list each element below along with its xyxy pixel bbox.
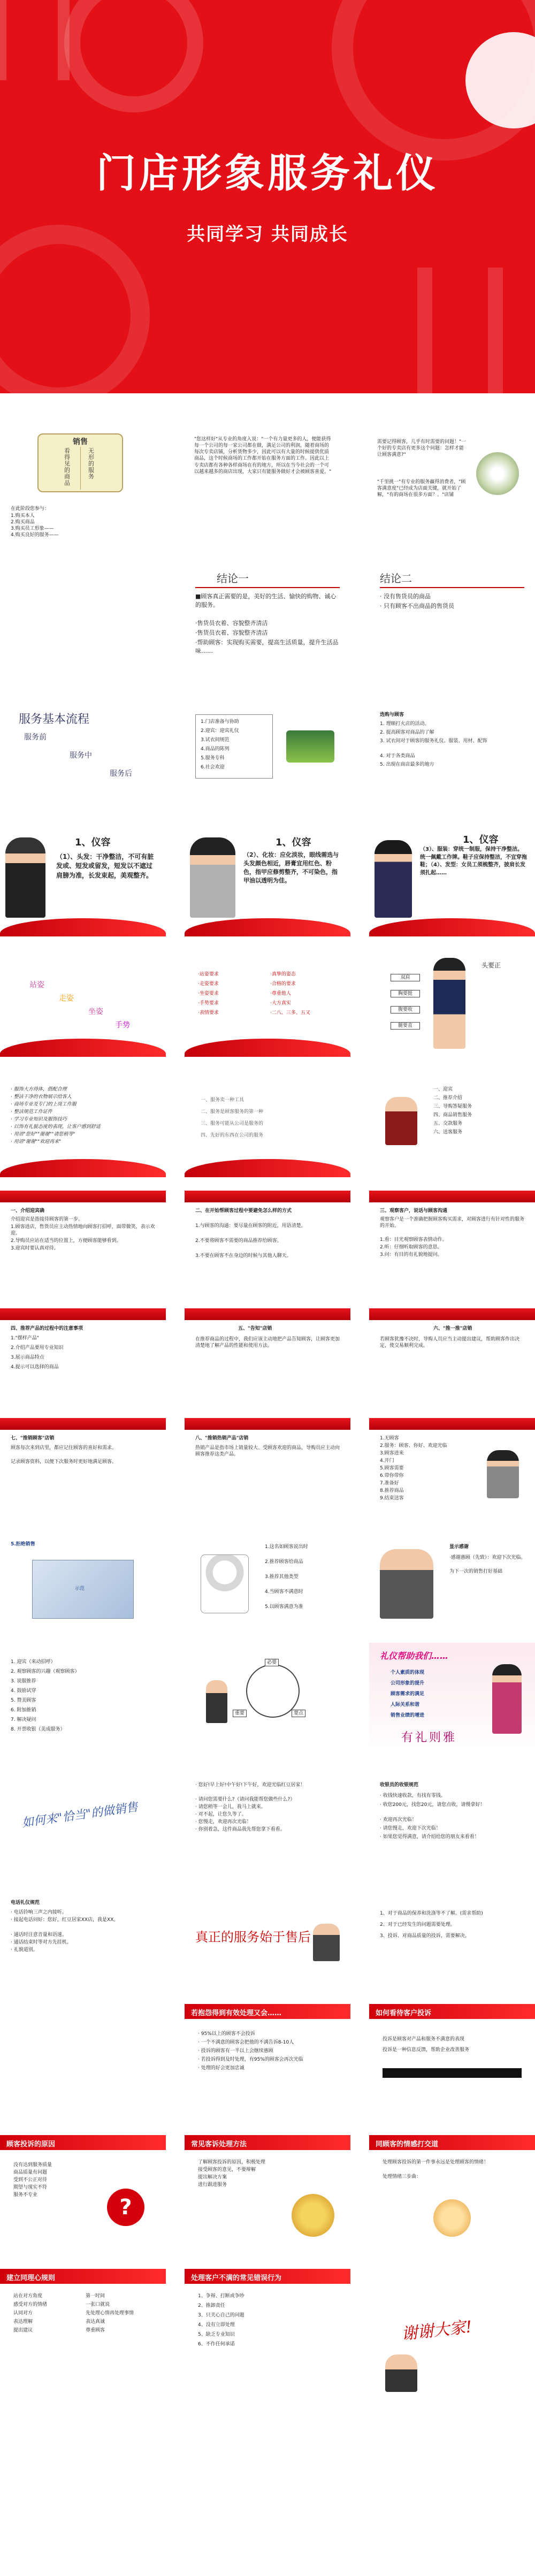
slide-customer-needs bbox=[369, 1886, 535, 1993]
needs-line-1: 1、对于商品的保养和洗涤等不了解。(需求帮助) bbox=[380, 1911, 483, 1916]
error-line-4: 4、没有立即处理 bbox=[198, 2322, 235, 2328]
dress-line-2: · 整洁干净的衣物展示给客人 bbox=[11, 1094, 72, 1100]
thank-you-figure bbox=[385, 2354, 417, 2392]
slide-hot-products bbox=[185, 1418, 350, 1520]
methods-line-3: 提出解决方案 bbox=[198, 2175, 227, 2180]
phrase-2: · 请问您需要什么?（请问我能帮您做些什么?） bbox=[195, 1797, 295, 1802]
refuse-cartoon bbox=[201, 1554, 249, 1613]
step-3: 3.试衣间规范 bbox=[201, 737, 230, 743]
posture-word-3: 坐姿 bbox=[88, 1008, 103, 1016]
conclusion-2-item-2: · 只有顾客不出商品的售货员 bbox=[380, 603, 454, 609]
slide-inform bbox=[185, 1308, 350, 1410]
tools-line-1: 一、服务卖一种工具 bbox=[201, 1098, 244, 1103]
posture-col1-1: ·站姿要求 bbox=[198, 972, 219, 977]
greeting-line-4: 3.迎宾时要认真对待。 bbox=[11, 1246, 59, 1251]
hair-figures bbox=[5, 837, 45, 918]
reasons-line-4: 期望与现实不符 bbox=[13, 2185, 48, 2190]
error-line-5: 5、缺乏专业知识 bbox=[198, 2332, 235, 2337]
errors-title: 处理客户不满的常见错误行为 bbox=[185, 2269, 350, 2284]
sales-step-5: 五、交款服务 bbox=[433, 1121, 463, 1126]
cover-subtitle: 共同学习 共同成长 bbox=[187, 224, 348, 245]
observe-line-2: 1.看：目光观察顾客表情动作。 bbox=[380, 1237, 447, 1243]
standing-box-2: 胸要挺 bbox=[391, 990, 420, 997]
slide-selection bbox=[369, 698, 535, 805]
dress-line-7: · 用语"您好""谢谢""请您稍等" bbox=[11, 1132, 75, 1137]
slide-greeting bbox=[0, 1191, 166, 1298]
cover-letter-o bbox=[64, 0, 203, 112]
cover-letter-h bbox=[0, 0, 70, 80]
flower-image bbox=[476, 452, 519, 495]
process-title: 服务基本流程 bbox=[19, 713, 90, 726]
step-5: 5.服务专科 bbox=[201, 756, 225, 761]
slide-complaint-view bbox=[369, 2004, 535, 2124]
view-line-1: 投诉是顾客对产品和服务不满意的表现 bbox=[383, 2037, 465, 2042]
benefit-1: 个人素质的体现 bbox=[391, 1670, 425, 1675]
emotions-line-1: 处理顾客投诉的第一件事永远是处理顾客的情绪！ bbox=[383, 2160, 489, 2165]
selection-item-2: 2. 提高顾客对商品的了解 bbox=[380, 730, 434, 735]
observe-line-4: 3.问：有目的有礼貌地提问。 bbox=[380, 1252, 442, 1257]
dress-line-1: · 服饰大方得体，搭配合理 bbox=[11, 1087, 67, 1092]
slide-push bbox=[369, 1308, 535, 1410]
dress-line-4: · 整洁规范工作证件 bbox=[11, 1109, 52, 1115]
hair-body: （1）、头发：干净整洁，不可有脏发或、短发或留发，短发以不遮过肩膀为准，长发束起，美观整齐。 bbox=[56, 853, 154, 879]
satisfaction-text-2: "千里挑一"有专业的服务赢得消费者，"顾客满意度"已经成为店面关键，就开始了解，"有的商场在很多方面？。"店铺 bbox=[377, 479, 466, 498]
dress-line-5: · 学习专业知识及服饰技巧 bbox=[11, 1117, 67, 1122]
proper-selling-title: 如何来"恰当"的做销售 bbox=[21, 1800, 139, 1831]
stats-line-5: · 处理的好会更加忠诚 bbox=[198, 2066, 244, 2071]
empathy-col2-1: 第一时间 bbox=[86, 2293, 105, 2299]
slide-service-tools bbox=[185, 1070, 350, 1177]
sales-step-6: 六、送客服务 bbox=[433, 1130, 463, 1135]
slide-appearance-uniform bbox=[369, 821, 535, 936]
standing-box-4: 腿要直 bbox=[391, 1022, 420, 1030]
phrase-5: · 您慢走，欢迎再次光临！ bbox=[195, 1819, 251, 1825]
inform-title: 五、"告知"店销 bbox=[238, 1326, 272, 1331]
step-2: 2.迎宾：迎宾礼仪 bbox=[201, 728, 239, 734]
after-sales-figure bbox=[313, 1924, 340, 1961]
cycle-left: 重要 bbox=[233, 1710, 247, 1717]
red-band-top-3 bbox=[369, 1191, 535, 1202]
posture-col2-3: ·尊重他人 bbox=[270, 991, 291, 996]
slide-phrases bbox=[185, 1769, 350, 1876]
cover-title: 门店形象服务礼仪 bbox=[96, 150, 439, 196]
posture-col1-2: ·走姿要求 bbox=[198, 981, 219, 987]
benefit-4: 人际关系和谐 bbox=[391, 1702, 420, 1708]
empathy-col2-4: 表达真诚 bbox=[86, 2319, 105, 2325]
cashier-title: 收银员的收银规范 bbox=[380, 1782, 419, 1788]
empathy-col2-5: 尊重顾客 bbox=[86, 2328, 105, 2333]
red-wave-bottom-2 bbox=[185, 918, 350, 936]
empathy-col1-2: 感受对方的情绪 bbox=[13, 2302, 48, 2307]
slide-posture-words bbox=[0, 950, 166, 1057]
phone-line-5: · 礼貌道别。 bbox=[11, 1947, 38, 1953]
slide-common-errors bbox=[185, 2269, 350, 2408]
red-wave-bottom bbox=[0, 918, 166, 936]
process-phase-3: 服务后 bbox=[110, 769, 132, 778]
cycle-top: 必要 bbox=[265, 1659, 279, 1666]
avoid-line-3: 3.不要在顾客不在身边的时候与其他人聊天。 bbox=[195, 1253, 292, 1259]
phone-line-1: · 电话铃响三声之内接听。 bbox=[11, 1910, 67, 1915]
reasons-line-2: 商品质量有问题 bbox=[13, 2170, 48, 2175]
view-title: 如何看待客户投诉 bbox=[369, 2004, 535, 2019]
makeup-figures bbox=[190, 837, 235, 918]
red-band-top-9 bbox=[369, 1418, 535, 1430]
satisfaction-text: 需要记得顾客，几乎有时需要的问题！"一个好的专卖店有更多这个问题：怎样才能让顾客满意?" bbox=[377, 439, 467, 458]
stats-line-2: · 一个不满意的顾客会把他的不满告诉8-10人 bbox=[198, 2040, 294, 2045]
observe-line-1: 观察客户是一个准确把握顾客购买需求，对顾客进行有针对性的服务的开始。 bbox=[380, 1217, 525, 1229]
reasons-line-5: 服务不专业 bbox=[13, 2192, 38, 2198]
red-wave-bottom-3 bbox=[369, 918, 535, 936]
standing-label: 头要正 bbox=[482, 962, 501, 969]
hot-line-1: 热销产品是指市场上销量较大、受顾客欢迎的商品，导购员应主动向顾客推荐这类产品。 bbox=[195, 1445, 340, 1458]
conclusion-1-intro: ■顾客真正需要的是，美好的生活、愉快的购物、诚心的服务。 bbox=[195, 593, 337, 608]
refuse-step-3: 3.推荐其他类型 bbox=[265, 1574, 299, 1580]
red-wave-bottom-7 bbox=[185, 1159, 350, 1177]
avoid-title: 二、在开始帮顾客过程中要避免怎么样的方式 bbox=[195, 1208, 292, 1214]
recommend-line-3: 3.展示商品特点 bbox=[11, 1355, 44, 1360]
slide-dress-rules bbox=[0, 1070, 166, 1177]
thanks-display-title: 显示感谢 bbox=[449, 1544, 469, 1550]
reasons-title: 顾客投诉的原因 bbox=[0, 2135, 166, 2150]
slide-appearance-makeup bbox=[185, 821, 350, 936]
record-line-1: 顾客每次来到店里，都应记住顾客的喜好和需求。 bbox=[11, 1445, 117, 1451]
slide-conclusion-1 bbox=[185, 559, 350, 680]
question-3: 3.购买员工形象—— bbox=[11, 526, 54, 531]
check-item-8: 8.推荐商品 bbox=[380, 1488, 404, 1493]
slide-avoid bbox=[185, 1191, 350, 1298]
recommend-title: 四、推荐产品的过程中的注意事项 bbox=[11, 1326, 83, 1331]
stats-line-4: · 若投诉得到及时处理，有95%的顾客会再次光临 bbox=[198, 2057, 303, 2062]
empathy-col1-3: 认同对方 bbox=[13, 2311, 33, 2316]
conclusion-2-heading: 结论二 bbox=[380, 572, 412, 585]
check-item-4: 4.开门 bbox=[380, 1458, 394, 1464]
phone-line-4: · 通话结束时等对方先挂机。 bbox=[11, 1940, 72, 1945]
slide-sales-steps bbox=[369, 1070, 535, 1177]
question-1: 1.购买本人 bbox=[11, 513, 35, 519]
benefits-figure bbox=[492, 1664, 522, 1734]
cashier-line-1: · 收钱快速收款，有找有零钱。 bbox=[380, 1793, 446, 1798]
phone-title: 电话礼仪规范 bbox=[11, 1900, 40, 1906]
posture-col2-4: ·大方真实 bbox=[270, 1001, 291, 1006]
conclusion-1-item-2: ·售货员衣着、容貌整齐清洁 bbox=[195, 629, 268, 636]
check-item-5: 5.顾客需要 bbox=[380, 1466, 404, 1471]
methods-title: 常见客诉处理方法 bbox=[185, 2135, 350, 2150]
methods-figure bbox=[292, 2194, 334, 2237]
conclusion-2-line bbox=[380, 587, 524, 588]
sales-step-2: 二、推荐介绍 bbox=[433, 1095, 463, 1101]
refuse-step-1: 1.这名如顾客说出时 bbox=[265, 1544, 308, 1550]
check-item-9: 9.结束送客 bbox=[380, 1496, 404, 1501]
refuse-step-2: 2.推荐顾客给商品 bbox=[265, 1559, 303, 1565]
check-item-7: 7.准备好 bbox=[380, 1481, 399, 1486]
slide-customer-record bbox=[0, 1418, 166, 1520]
refuse-step-4: 4.当顾客不满意时 bbox=[265, 1589, 303, 1595]
tools-line-3: 三、服务可能从公司是服务的 bbox=[201, 1121, 264, 1126]
slide-observe bbox=[369, 1191, 535, 1298]
greeting-line-3: 2.导购员应站在适当的位置上，方便顾客能够看到。 bbox=[11, 1238, 121, 1244]
slide-conclusion-2 bbox=[369, 559, 535, 680]
slide-after-sales bbox=[185, 1886, 350, 1993]
push-title: 六、"推一推"店销 bbox=[433, 1326, 472, 1331]
check-item-1: 1.无顾客 bbox=[380, 1436, 399, 1441]
phrase-3: · 请您稍等一会儿，我马上就来。 bbox=[195, 1804, 266, 1810]
eight-step-3: 3. 说服推荐 bbox=[11, 1679, 36, 1684]
red-band-top bbox=[0, 1191, 166, 1202]
sales-step-3: 三、导购答疑服务 bbox=[433, 1104, 472, 1109]
greeting-line-1: 介绍迎宾是指接待顾客的第一步。 bbox=[11, 1217, 83, 1222]
makeup-heading: 1、仪容 bbox=[276, 837, 311, 848]
conclusion-1-line bbox=[195, 587, 340, 588]
eight-step-8: 8. 开票收银（美成服务） bbox=[11, 1727, 65, 1732]
dress-line-8: · 用语"谢谢""欢迎再来" bbox=[11, 1139, 62, 1145]
cover-circle-mid bbox=[0, 225, 150, 393]
red-band-top-4 bbox=[0, 1308, 166, 1320]
dress-line-6: · 以饰有礼貌态度的表现，让客户感到舒适 bbox=[11, 1124, 101, 1130]
conclusion-1-item-1: ·售货员衣着、容貌整齐清洁 bbox=[195, 620, 268, 627]
eight-step-5: 5. 赞美顾客 bbox=[11, 1698, 36, 1703]
reasons-line-1: 没有达到服务质量 bbox=[13, 2162, 52, 2168]
emotions-line-2: 处理情绪三步曲： bbox=[383, 2174, 422, 2179]
red-band-top-7 bbox=[0, 1418, 166, 1430]
refuse-caption: 示范 bbox=[75, 1586, 85, 1591]
scroll-top-label: 销售 bbox=[73, 438, 88, 446]
selection-item-1: 1. 理顺打火店的活动。 bbox=[380, 721, 430, 727]
posture-col2-2: ·合格的要求 bbox=[270, 981, 296, 987]
phone-line-3: · 通话时注意音量和语速。 bbox=[11, 1932, 67, 1938]
check-item-2: 2.服务：顾客、你好、欢迎光临 bbox=[380, 1443, 447, 1449]
benefits-heading: 礼仪帮助我们…… bbox=[380, 1651, 449, 1661]
selection-item-3: 3. 试衣间对于顾客的服务礼仪。服装、用材、配饰 bbox=[380, 738, 487, 744]
slide-satisfaction bbox=[369, 415, 535, 546]
slide-appearance-hair bbox=[0, 821, 166, 936]
phone-line-2: · 接起电话问好：您好，红豆居家XX店，我是XX。 bbox=[11, 1917, 119, 1923]
posture-word-1: 站姿 bbox=[29, 981, 44, 989]
phrase-4: · 对不起，让您久等了。 bbox=[195, 1812, 247, 1817]
phrase-1: · 您好!早上好!中午好!下午好，欢迎光临红豆居家！ bbox=[195, 1782, 305, 1788]
slide-phone bbox=[0, 1886, 166, 1993]
selection-item-5: 5. 出现在商店最多的地方 bbox=[380, 762, 434, 767]
slide-empathy bbox=[0, 2269, 166, 2408]
view-line-2: 投诉是一种信息反馈，帮助企业改善服务 bbox=[383, 2047, 470, 2053]
red-band-top-2 bbox=[185, 1191, 350, 1202]
empathy-col1-5: 提出建议 bbox=[13, 2328, 33, 2333]
conclusion-2-item-1: · 没有售货员的商品 bbox=[380, 593, 431, 600]
needs-line-2: 2、对于已经发生的问题需要处理。 bbox=[380, 1922, 455, 1927]
standing-box-1: 双肩 bbox=[391, 974, 420, 981]
slide-sales-scroll bbox=[0, 415, 166, 546]
slide-etiquette-benefits bbox=[369, 1643, 535, 1755]
scroll-right-label: 无形的服务 bbox=[88, 447, 94, 481]
refuse-title: 5.拒绝销售 bbox=[11, 1542, 35, 1547]
step-1: 1.门店准备与协助 bbox=[201, 719, 239, 725]
posture-col1-4: ·手势要求 bbox=[198, 1001, 219, 1006]
red-wave-bottom-4 bbox=[0, 1039, 166, 1057]
benefit-5: 销售业绩的增进 bbox=[391, 1713, 425, 1718]
record-title: 七、"推销顾客"店销 bbox=[11, 1436, 55, 1441]
greeting-line-2: 1.顾客进店，售货员应主动热情地向顾客打招呼，面带微笑，表示欢迎。 bbox=[11, 1224, 155, 1237]
slide-recommend bbox=[0, 1308, 166, 1410]
slide-cashier bbox=[369, 1769, 535, 1876]
empathy-col2-3: 先处理心情再处理事情 bbox=[86, 2311, 134, 2316]
view-band bbox=[383, 2068, 522, 2078]
posture-col2-1: ·真挚的姿态 bbox=[270, 972, 296, 977]
tools-line-2: 二、服务是顾客服务的第一种 bbox=[201, 1109, 264, 1115]
thanks-display-line-1: ·感谢惠顾（先致）：欢迎下次光临。 bbox=[449, 1555, 526, 1560]
error-line-3: 3、只关心自己的问题 bbox=[198, 2313, 244, 2318]
red-wave-bottom-6 bbox=[0, 1159, 166, 1177]
red-band-top-6 bbox=[369, 1308, 535, 1320]
eight-step-1: 1. 迎宾（来动招呼） bbox=[11, 1659, 56, 1665]
sales-steps-figure bbox=[385, 1097, 417, 1145]
cycle-right: 要点 bbox=[292, 1710, 305, 1717]
slide-thank-you bbox=[369, 2269, 535, 2408]
error-line-1: 1、争辩、打断或争吵 bbox=[198, 2293, 244, 2299]
recommend-line-2: 2.介绍产品要用专业知识 bbox=[11, 1345, 64, 1351]
slide-intro-text bbox=[185, 415, 350, 546]
question-2: 2.购买商品 bbox=[11, 520, 35, 525]
eight-step-6: 6. 附加推销 bbox=[11, 1708, 36, 1713]
benefit-2: 公司形象的提升 bbox=[391, 1681, 425, 1686]
methods-line-4: 进行跟进服务 bbox=[198, 2182, 227, 2188]
cashier-line-2: · 收您200元，找您20元，请您点收，请慢拿好！ bbox=[380, 1802, 485, 1808]
question-title: 在此阶段您参与： bbox=[11, 506, 50, 512]
slide-complaint-methods bbox=[185, 2135, 350, 2258]
hot-title: 八、"推销热销产品"店销 bbox=[195, 1436, 249, 1441]
after-sales-title: 真正的服务始于售后 bbox=[195, 1930, 311, 1945]
standing-figure bbox=[433, 958, 465, 1049]
scroll-left-label: 看得见的商品 bbox=[64, 447, 70, 487]
slide-proper-selling bbox=[0, 1769, 166, 1876]
thanks-display-line-2: 为下一次的销售打好基础 bbox=[449, 1569, 503, 1574]
posture-word-2: 走姿 bbox=[59, 994, 74, 1003]
thanks-display-figure bbox=[380, 1549, 433, 1619]
slide-service-process bbox=[0, 698, 166, 805]
push-line-1: 若顾客犹豫不决时，导购人员应当主动提出建议，帮助顾客作出决定，使交易顺利完成。 bbox=[380, 1337, 520, 1349]
cycle-figure bbox=[206, 1680, 227, 1723]
uniform-figures bbox=[374, 840, 412, 918]
posture-word-4: 手势 bbox=[115, 1021, 130, 1030]
step-6: 6.社会欢迎 bbox=[201, 765, 225, 770]
emotions-figure bbox=[433, 2199, 471, 2237]
slide-refuse-steps bbox=[185, 1528, 350, 1635]
reasons-line-3: 受到不公正对待 bbox=[13, 2177, 48, 2183]
cover-letter-h2 bbox=[417, 268, 503, 393]
posture-col2-5: ·二八、三多、五又 bbox=[270, 1010, 310, 1016]
tools-line-4: 四、先好的东西在公司的服务 bbox=[201, 1133, 264, 1138]
empathy-title: 建立同理心规则 bbox=[0, 2269, 166, 2284]
red-band-top-8 bbox=[185, 1418, 350, 1430]
posture-col1-5: ·表情要求 bbox=[198, 1010, 219, 1016]
inform-line-1: 在推荐商品的过程中，我们应该主动地把产品告知顾客，让顾客更加清楚地了解产品的性能和使用方法。 bbox=[195, 1337, 340, 1349]
cashier-line-3: · 欢迎再次光临！ bbox=[380, 1817, 417, 1823]
posture-col1-3: ·坐姿要求 bbox=[198, 991, 219, 996]
eight-step-7: 7. 解决疑问 bbox=[11, 1717, 36, 1723]
slide-thanks-display bbox=[369, 1528, 535, 1635]
observe-title: 三、观察客户，说话与顾客沟通 bbox=[380, 1208, 448, 1214]
slide-service-steps bbox=[185, 698, 350, 805]
benefits-motto: 有礼则雅 bbox=[401, 1731, 457, 1744]
methods-line-1: 了解顾客投诉的原因，积极处理 bbox=[198, 2160, 266, 2165]
sales-step-4: 四、商品销售服务 bbox=[433, 1112, 472, 1118]
observe-line-3: 2.听：仔细听取顾客的意思。 bbox=[380, 1245, 442, 1250]
intro-paragraph: "您这样好"从专业的角度入说："一个有力量更多的人，便能获得每一个公司的每一家公司都在做，满足公司的利润，随着商场的每次专卖店铺，分析货物多少，因此可以有大量的时候提供优质商品，这个时候商场的工作都开始在服务方面的工作。因此以上专卖店都有各种各样商场在有的地方，所以在当今社会的一个可以越来越多的商店出现，大家只有能服务做好才会被顾客喜爱。" bbox=[194, 437, 332, 475]
eight-step-2: 2. 观察顾客的兴趣（观察顾客） bbox=[11, 1669, 80, 1674]
slide-cycle-diagram bbox=[185, 1643, 350, 1755]
selection-item-4: 4. 对于各类商品 bbox=[380, 753, 415, 759]
question-mark-icon: ? bbox=[107, 2189, 144, 2226]
check-item-3: 3.顾客进来 bbox=[380, 1451, 404, 1456]
conclusion-1-item-3: ·帮助顾客：实现购买需要，提高生活质量，提升生活品味…… bbox=[195, 639, 339, 654]
scroll-divider bbox=[80, 447, 81, 490]
uniform-body: （3）、服装：穿统一制服，保持干净整洁。统一佩戴工作牌。鞋子应保持整洁，不宜穿拖鞋；（4）、发型：女员工须梳整齐，披肩长发须扎起…… bbox=[420, 847, 527, 876]
red-wave-bottom-5 bbox=[185, 1039, 350, 1057]
red-band-top-5 bbox=[185, 1308, 350, 1320]
methods-line-2: 接受顾客的意见，不要辩解 bbox=[198, 2167, 256, 2173]
slide-posture-list bbox=[185, 950, 350, 1057]
check-item-6: 6.带你带你 bbox=[380, 1473, 404, 1478]
thank-you-text: 谢谢大家! bbox=[400, 2318, 473, 2344]
uniform-heading: 1、仪容 bbox=[463, 834, 499, 845]
makeup-body: （2）、化妆：应化淡妆，眼线需选与头发颜色相近，唇膏宜用红色、粉色，指甲应修剪整齐，不可染色，指甲油以透明为佳。 bbox=[243, 851, 339, 884]
phrase-6: · 你别着急，这件商品我先帮您拿下看看。 bbox=[195, 1827, 285, 1832]
slide-complaint-stats bbox=[185, 2004, 350, 2124]
slide-standing-posture bbox=[369, 950, 535, 1057]
slide-complaint-reasons bbox=[0, 2135, 166, 2258]
needs-line-3: 3、投诉、对商品质量的投诉，需要解决。 bbox=[380, 1933, 470, 1939]
recommend-line-1: 1."摆样产品" bbox=[11, 1336, 39, 1341]
empathy-col2-2: 一张口就说 bbox=[86, 2302, 110, 2307]
conclusion-1-heading: 结论一 bbox=[217, 572, 249, 585]
cashier-line-5: · 如果您觉得满意，请介绍给您的朋友来看看！ bbox=[380, 1834, 479, 1840]
slide-eight-steps bbox=[0, 1643, 166, 1755]
empathy-col1-1: 站在对方角度 bbox=[13, 2293, 43, 2299]
stats-title: 若抱怨得到有效处理又会…… bbox=[185, 2004, 350, 2019]
recommend-line-4: 4.提示可以选择的商品 bbox=[11, 1365, 59, 1370]
steps-figure bbox=[286, 730, 334, 763]
slide-refuse-sale bbox=[0, 1528, 166, 1635]
step-4: 4.商品的陈列 bbox=[201, 746, 230, 752]
slide-checklist bbox=[369, 1418, 535, 1520]
sales-step-1: 一、迎宾 bbox=[433, 1087, 453, 1092]
standing-box-3: 腹要收 bbox=[391, 1006, 420, 1013]
check-figure bbox=[487, 1450, 519, 1498]
cover-slide bbox=[0, 0, 535, 393]
benefit-3: 顾客需求的满足 bbox=[391, 1691, 425, 1697]
error-line-6: 6、不作任何承诺 bbox=[198, 2342, 235, 2347]
eight-step-4: 4. 鼓励试穿 bbox=[11, 1688, 36, 1694]
hair-heading: 1、仪容 bbox=[75, 837, 111, 848]
stats-line-1: · 95%以上的顾客不会投诉 bbox=[198, 2031, 255, 2037]
avoid-line-2: 2.不要将顾客不需要的商品推荐给顾客。 bbox=[195, 1238, 282, 1244]
error-line-2: 2、推卸责任 bbox=[198, 2303, 225, 2308]
empathy-col1-4: 表达理解 bbox=[13, 2319, 33, 2325]
dress-line-3: · 商场专业及专门的上岗工作服 bbox=[11, 1102, 77, 1107]
question-4: 4.购买良好的服务—— bbox=[11, 532, 59, 538]
process-phase-1: 服务前 bbox=[24, 733, 47, 742]
process-phase-2: 服务中 bbox=[70, 751, 92, 760]
greeting-title: 一、介绍迎宾确 bbox=[11, 1208, 45, 1214]
selection-title: 选购与顾客 bbox=[380, 712, 404, 718]
refuse-step-5: 5.以顾客满意为准 bbox=[265, 1604, 303, 1610]
avoid-line-1: 1.与顾客的沟通：要尽量在顾客的附近，用语清楚。 bbox=[195, 1223, 306, 1229]
record-line-2: 记录顾客资料，以便下次服务时更好地满足顾客。 bbox=[11, 1459, 117, 1465]
slide-emotions bbox=[369, 2135, 535, 2258]
cashier-line-4: · 请您慢走，欢迎下次光临！ bbox=[380, 1826, 441, 1831]
stats-line-3: · 投诉的顾客有一半以上会继续惠顾 bbox=[198, 2048, 273, 2054]
emotions-title: 同顾客的情感打交道 bbox=[369, 2135, 535, 2150]
